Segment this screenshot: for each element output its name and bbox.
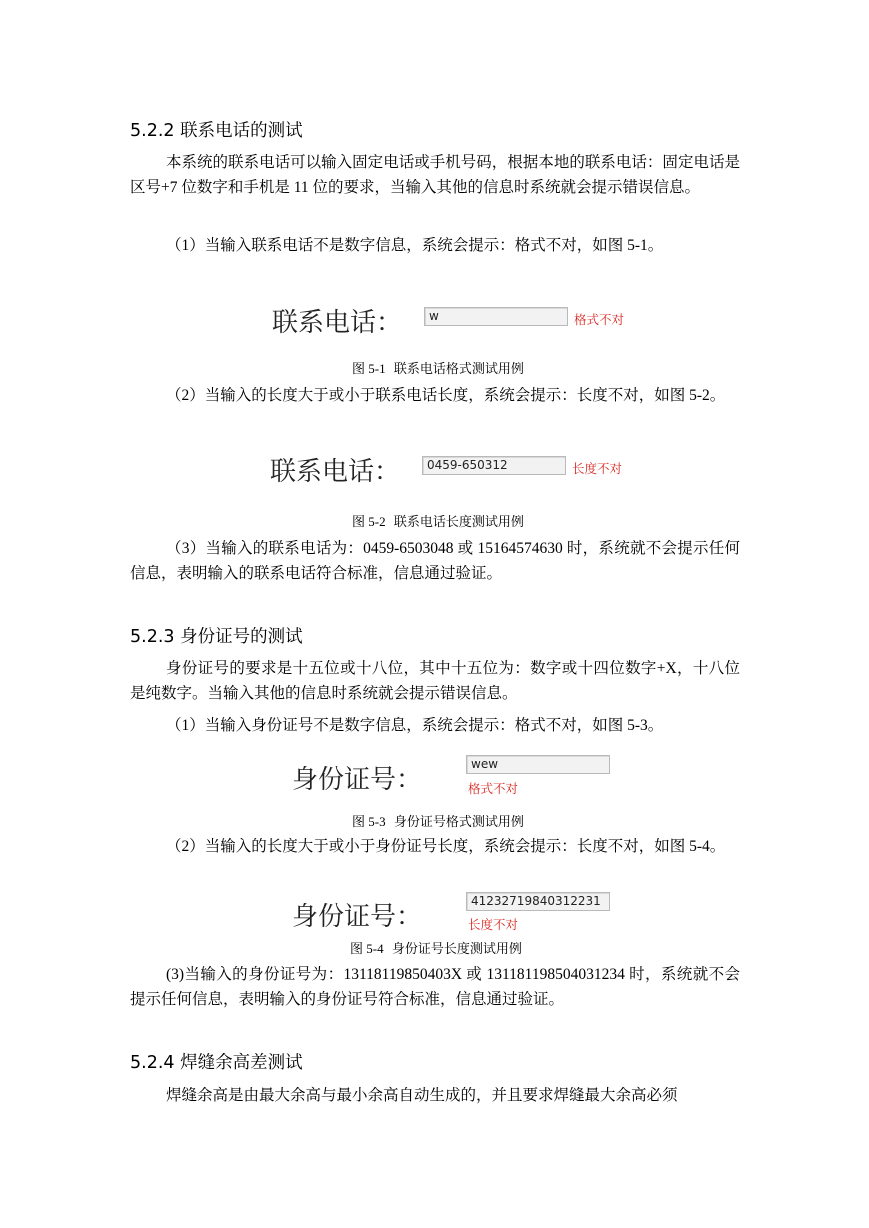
caption-number: 图 5-2 [352,514,386,529]
phone-length-error: 长度不对 [572,461,623,476]
caption-number: 图 5-1 [352,361,386,376]
caption-text: 联系电话长度测试用例 [393,515,524,530]
id-length-error: 长度不对 [468,917,519,932]
caption-number: 图 5-4 [350,941,384,956]
paragraph-phone-item-3: （3）当输入的联系电话为：0459-6503048 或 15164574630 时，系统就不会提示任何信息，表明输入的联系电话符合标准，信息通过验证。 [130,540,740,582]
paragraph-weld-intro: 焊缝余高是由最大余高与最小余高自动生成的，并且要求焊缝最大余高必须 [166,1087,678,1104]
paragraph-id-item-1: （1）当输入身份证号不是数字信息，系统会提示：格式不对，如图 5-3。 [166,717,664,734]
id-field-label: 身份证号： [292,765,423,795]
caption-text: 身份证号长度测试用例 [391,942,522,957]
paragraph-phone-item-2: （2）当输入的长度大于或小于联系电话长度，系统会提示：长度不对，如图 5-2。 [166,387,726,404]
phone-format-error: 格式不对 [574,312,625,327]
figure-caption-5-3 [352,811,524,830]
paragraph-phone-item-1: （1）当输入联系电话不是数字信息，系统会提示：格式不对，如图 5-1。 [166,237,664,254]
paragraph-id-item-2: （2）当输入的长度大于或小于身份证号长度，系统会提示：长度不对，如图 5-4。 [166,838,726,855]
id-number-input[interactable]: wew [466,755,610,774]
id-number-input[interactable]: 41232719840312231 [466,892,610,911]
phone-field-label: 联系电话： [270,457,401,487]
phone-field-label: 联系电话： [272,308,403,338]
section-heading-5-2-2: 5.2.2 联系电话的测试 [130,121,303,141]
caption-text: 身份证号格式测试用例 [393,815,524,830]
phone-input[interactable]: w [424,307,568,326]
id-field-label: 身份证号： [292,902,423,932]
figure-caption-5-1 [352,358,524,377]
caption-number: 图 5-3 [352,814,386,829]
section-heading-5-2-4: 5.2.4 焊缝余高差测试 [130,1053,303,1073]
section-heading-5-2-3: 5.2.3 身份证号的测试 [130,627,303,647]
paragraph-id-intro: 身份证号的要求是十五位或十八位，其中十五位为：数字或十四位数字+X，十八位是纯数字。当输入其他的信息时系统就会提示错误信息。 [130,660,740,702]
figure-caption-5-4 [350,938,522,957]
id-format-error: 格式不对 [468,781,519,796]
caption-text: 联系电话格式测试用例 [393,362,524,377]
figure-caption-5-2 [352,511,524,530]
phone-input[interactable]: 0459-650312 [422,456,566,475]
paragraph-phone-intro: 本系统的联系电话可以输入固定电话或手机号码，根据本地的联系电话：固定电话是区号+7 位数字和手机是 11 位的要求，当输入其他的信息时系统就会提示错误信息。 [130,154,740,196]
paragraph-id-item-3: (3)当输入的身份证号为：13118119850403X 或 131181198504031234 时，系统就不会提示任何信息，表明输入的身份证号符合标准，信息通过验证。 [130,966,740,1008]
